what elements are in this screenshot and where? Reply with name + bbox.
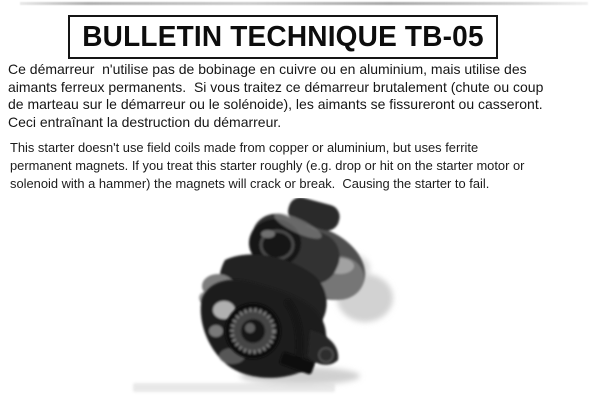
french-line: de marteau sur le démarreur ou le solénoide), les aimants se fissureront ou casseront.: [8, 96, 543, 113]
pinion-gear: [225, 303, 281, 359]
starter-motor-illustration: [180, 198, 420, 393]
starter-motor-photo: [180, 198, 420, 393]
french-line: aimants ferreux permanents. Si vous traitez ce démarreur brutalement (chute ou coup: [8, 78, 544, 95]
french-paragraph: [8, 61, 596, 132]
scan-artifact-top-line: [20, 2, 588, 5]
english-paragraph: [10, 139, 598, 193]
scan-artifact-bottom-bar: [133, 383, 335, 392]
french-line: Ceci entraînant la destruction du démarreur.: [8, 114, 282, 131]
english-line: solenoid with a hammer) the magnets will crack or break. Causing the starter to fail.: [10, 176, 490, 191]
english-line: permanent magnets. If you treat this starter roughly (e.g. drop or hit on the starter motor or: [10, 158, 525, 173]
title-box: [68, 15, 498, 59]
page-title: BULLETIN TECHNIQUE TB-05: [82, 20, 484, 53]
french-line: Ce démarreur n'utilise pas de bobinage en cuivre ou en aluminium, mais utilise des: [8, 61, 527, 77]
english-line: This starter doesn't use field coils made from copper or aluminium, but uses ferrite: [10, 140, 479, 155]
